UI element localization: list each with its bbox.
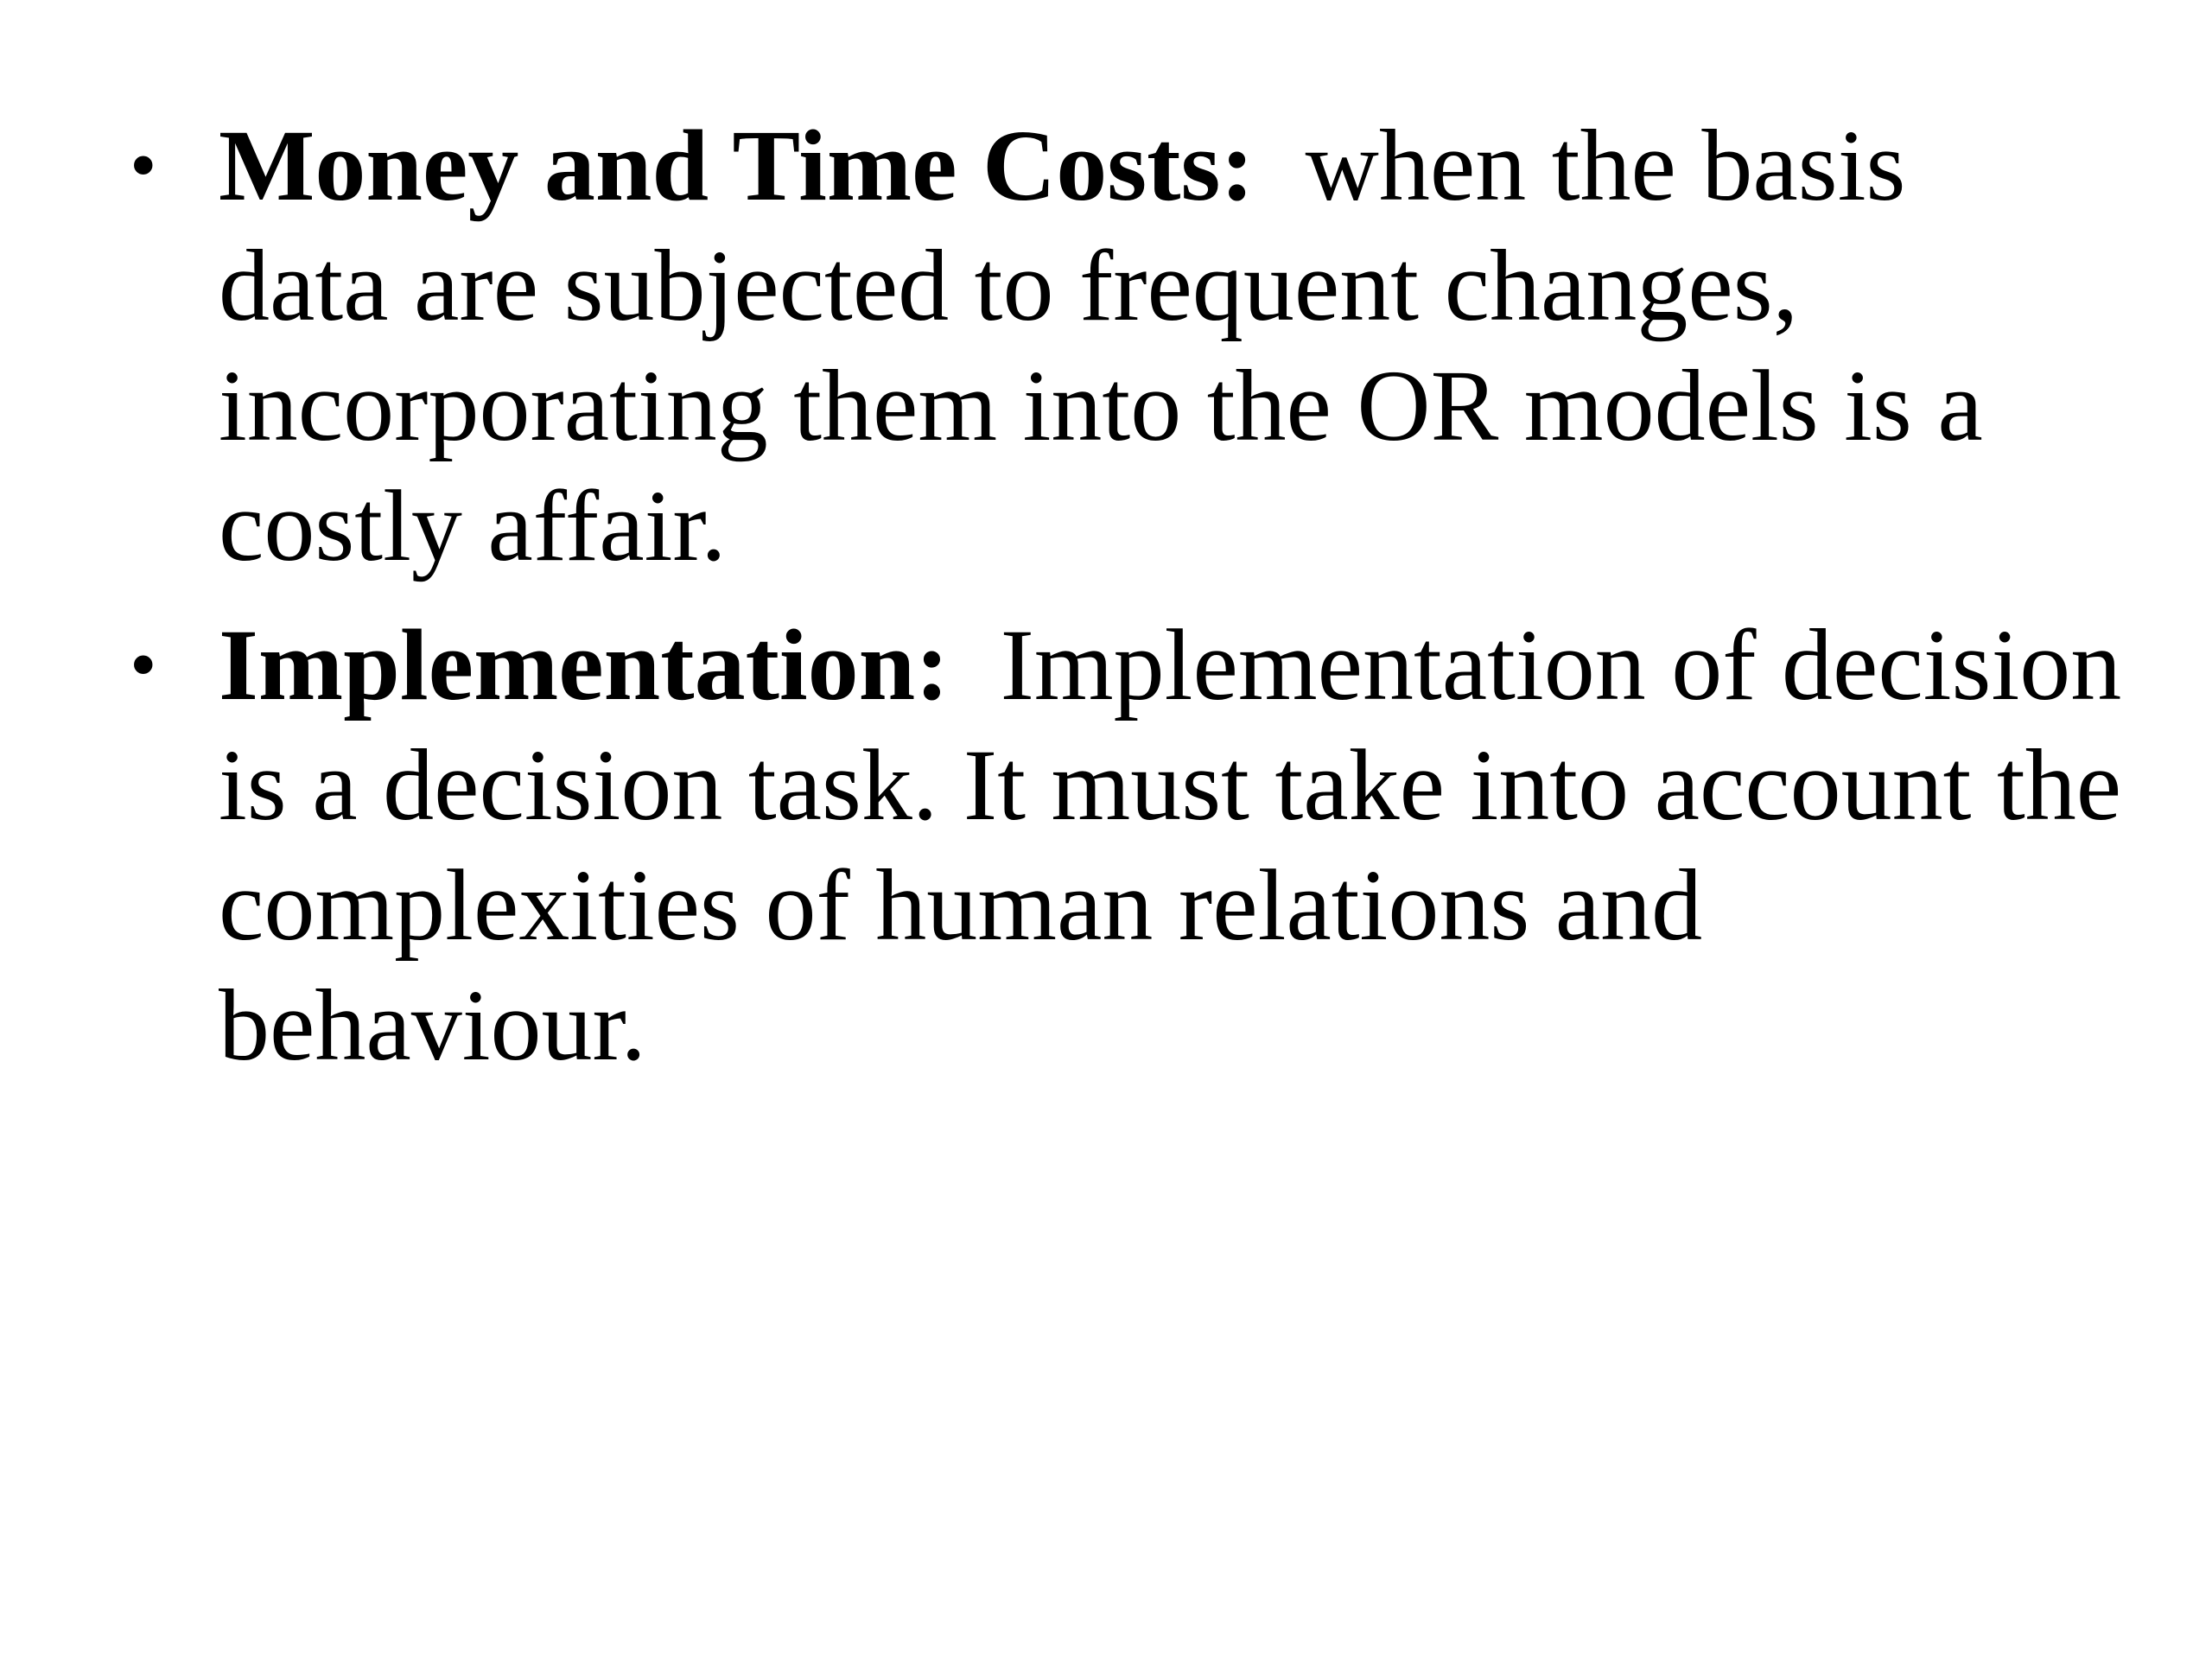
- bullet-item-implementation: [130, 605, 2154, 1085]
- bullet-term: Money and Time Costs:: [219, 109, 1281, 222]
- bullet-term: Implementation:: [219, 608, 976, 721]
- bullet-icon: •: [130, 622, 157, 708]
- bullet-item-money-and-time-costs: [130, 105, 2033, 586]
- bullet-list: [130, 105, 2122, 1104]
- bullet-icon: •: [130, 123, 157, 208]
- bullet-description: when the basis data are subjected to frequent changes, incorporating them into the OR models is a costly affair.: [219, 109, 1983, 582]
- bullet-description: Implementation of decision is a decision task. It must take into account the complexities of human relations and behaviour.: [219, 608, 2122, 1082]
